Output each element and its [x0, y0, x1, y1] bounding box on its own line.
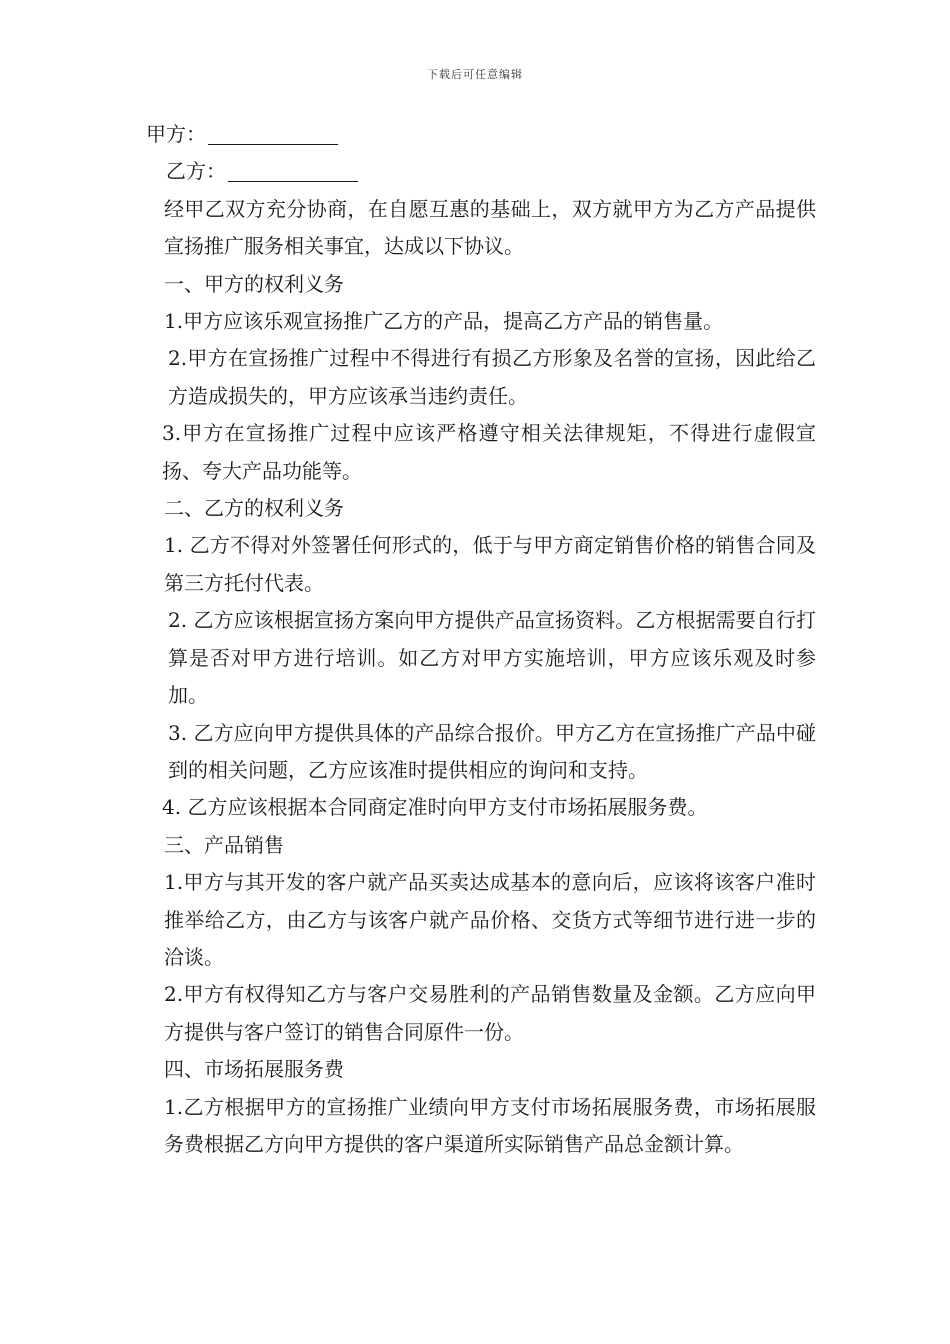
section-heading: 二、乙方的权利义务 — [164, 496, 344, 521]
clause-paragraph: 2. 乙方应该根据宣扬方案向甲方提供产品宣扬资料。乙方根据需要自行打算是否对甲方进行培训。如乙方对甲方实施培训，甲方应该乐观及时参加。 — [168, 608, 816, 708]
clause-paragraph: 3. 乙方应向甲方提供具体的产品综合报价。甲方乙方在宣扬推广产品中碰到的相关问题，乙方应该准时提供相应的询问和支持。 — [168, 720, 816, 782]
party-a-label: 甲方： — [146, 122, 206, 146]
clause-paragraph: 1. 乙方不得对外签署任何形式的，低于与甲方商定销售价格的销售合同及第三方托付代表。 — [164, 533, 816, 595]
clause-paragraph: 4. 乙方应该根据本合同商定准时向甲方支付市场拓展服务费。 — [162, 795, 708, 820]
party-a-line — [146, 116, 816, 153]
clause-paragraph: 2.甲方在宣扬推广过程中不得进行有损乙方形象及名誉的宣扬，因此给乙方造成损失的，甲方应该承当违约责任。 — [168, 346, 816, 408]
header-note: 下载后可任意编辑 — [427, 68, 523, 81]
section-heading: 四、市场拓展服务费 — [164, 1057, 344, 1082]
contract-body — [146, 116, 816, 1163]
clause-paragraph: 3.甲方在宣扬推广过程中应该严格遵守相关法律规矩，不得进行虚假宣扬、夸大产品功能等。 — [162, 421, 816, 483]
clause-paragraph: 2.甲方有权得知乙方与客户交易胜利的产品销售数量及金额。乙方应向甲方提供与客户签订的销售合同原件一份。 — [164, 982, 816, 1044]
party-b-label: 乙方： — [166, 159, 226, 184]
clause-paragraph: 1.乙方根据甲方的宣扬推广业绩向甲方支付市场拓展服务费，市场拓展服务费根据乙方向甲方提供的客户渠道所实际销售产品总金额计算。 — [164, 1094, 816, 1156]
intro-paragraph: 经甲乙双方充分协商，在自愿互惠的基础上，双方就甲方为乙方产品提供宣扬推广服务相关事宜，达成以下协议。 — [164, 196, 816, 259]
clause-paragraph: 1.甲方与其开发的客户就产品买卖达成基本的意向后，应该将该客户准时推举给乙方，由乙方与该客户就产品价格、交货方式等细节进行进一步的洽谈。 — [164, 870, 816, 969]
party-b-line — [146, 153, 816, 190]
party-a-blank — [208, 124, 338, 145]
section-heading: 三、产品销售 — [164, 832, 284, 857]
party-b-blank — [228, 161, 358, 182]
clause-paragraph: 1.甲方应该乐观宣扬推广乙方的产品，提高乙方产品的销售量。 — [164, 309, 724, 334]
section-heading: 一、甲方的权利义务 — [164, 271, 344, 296]
